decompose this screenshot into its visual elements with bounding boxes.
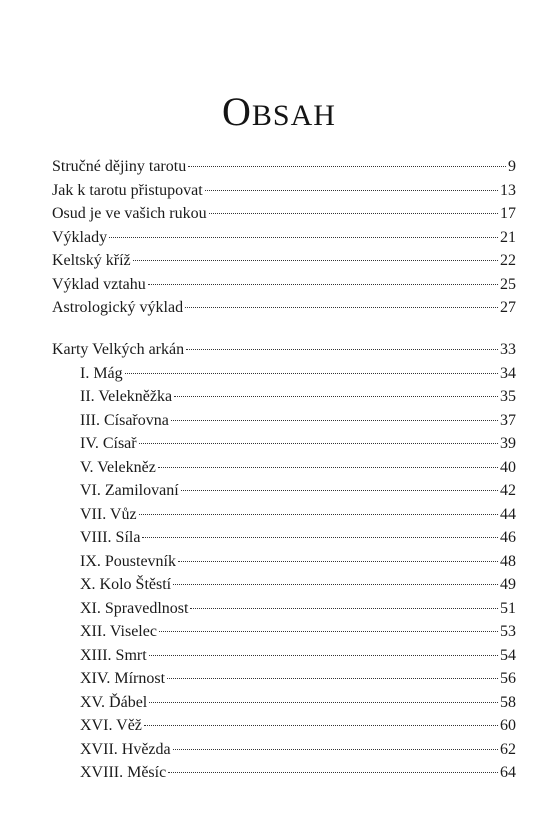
toc-entry-label: II. Velekněžka <box>80 388 173 405</box>
toc-entry-label: XIII. Smrt <box>80 646 147 664</box>
toc-entry <box>52 250 516 272</box>
toc-entry <box>52 227 516 249</box>
toc-entry-page-number: 40 <box>500 458 516 476</box>
toc-entry-label: IX. Poustevník <box>80 552 176 570</box>
toc-entry-label: I. Mág <box>80 364 123 382</box>
toc-entry <box>80 504 516 526</box>
toc-entry-page-number: 46 <box>500 529 516 546</box>
toc-entry <box>80 386 516 408</box>
toc-entry-page-number: 51 <box>500 599 516 617</box>
dot-leader <box>158 467 498 468</box>
dot-leader <box>139 443 498 444</box>
dot-leader <box>171 420 498 421</box>
toc-entry <box>80 551 516 573</box>
toc-entry <box>80 598 516 620</box>
toc-entry-page-number: 53 <box>500 623 516 640</box>
toc-entry-label: XVIII. Měsíc <box>80 764 167 781</box>
toc-entry <box>52 156 516 178</box>
toc-entry-page-number: 39 <box>500 435 516 452</box>
toc-entry-label: Keltský kříž <box>52 252 131 269</box>
toc-entry <box>80 480 516 502</box>
dot-leader <box>186 349 498 350</box>
toc-entry-label: XVI. Věž <box>80 717 142 734</box>
toc-entry <box>80 621 516 643</box>
dot-leader <box>173 749 498 750</box>
dot-leader <box>159 631 498 632</box>
toc-entry-page-number: 37 <box>500 411 516 429</box>
toc-entry-label: XII. Viselec <box>80 623 157 640</box>
toc-entry <box>52 180 516 202</box>
toc-entry-page-number: 60 <box>500 717 516 734</box>
toc-entry-page-number: 62 <box>500 740 516 758</box>
toc-entry-label: XIV. Mírnost <box>80 670 166 687</box>
toc-entry-page-number: 9 <box>508 158 516 175</box>
dot-leader <box>133 260 498 261</box>
dot-leader <box>142 537 498 538</box>
toc-entry-label: Výklady <box>52 228 108 246</box>
toc-entry-label: Jak k tarotu přistupovat <box>52 181 203 199</box>
toc-entry-page-number: 48 <box>500 552 516 570</box>
toc-entry-label: VI. Zamilovaní <box>80 482 179 499</box>
toc-entry-label: IV. Císař <box>80 435 137 452</box>
dot-leader <box>139 514 498 515</box>
toc-entry-page-number: 35 <box>500 388 516 405</box>
toc-entry-label: Osud je ve vašich rukou <box>52 205 207 222</box>
toc-entry-page-number: 49 <box>500 576 516 593</box>
toc-entry-page-number: 13 <box>500 181 516 199</box>
toc-entry-label: Astrologický výklad <box>52 299 184 316</box>
toc-entry-page-number: 34 <box>500 364 516 382</box>
dot-leader <box>181 490 498 491</box>
toc-entry-label: XV. Ďábel <box>80 693 148 711</box>
toc-entry-label: V. Velekněz <box>80 458 156 476</box>
toc-entry <box>80 692 516 714</box>
dot-leader <box>125 373 498 374</box>
toc-entry-label: III. Císařovna <box>80 411 169 429</box>
toc-entry <box>80 668 516 690</box>
toc-entry <box>52 297 516 319</box>
toc-entry-page-number: 64 <box>500 764 516 781</box>
toc-entry <box>80 762 516 784</box>
toc-entry <box>80 645 516 667</box>
toc-entry-label: VIII. Síla <box>80 529 141 546</box>
dot-leader <box>185 307 498 308</box>
toc-entry-label: XI. Spravedlnost <box>80 599 189 617</box>
dot-leader <box>205 190 498 191</box>
toc-entry <box>80 527 516 549</box>
dot-leader <box>188 166 506 167</box>
toc-entry-label: XVII. Hvězda <box>80 740 171 758</box>
toc-entry-page-number: 25 <box>500 275 516 293</box>
dot-leader <box>178 561 498 562</box>
toc-entry <box>52 203 516 225</box>
page-title-rest: BSAH <box>251 99 336 132</box>
dot-leader <box>209 213 498 214</box>
dot-leader <box>144 725 498 726</box>
toc-entry <box>80 410 516 432</box>
dot-leader <box>167 678 498 679</box>
toc-entry <box>52 274 516 296</box>
toc-entry <box>80 363 516 385</box>
toc-entry-label: Stručné dějiny tarotu <box>52 158 187 175</box>
toc-entry-page-number: 21 <box>500 228 516 246</box>
toc-entry-page-number: 33 <box>500 341 516 358</box>
toc-entry-page-number: 44 <box>500 505 516 523</box>
toc-entry-page-number: 27 <box>500 299 516 316</box>
toc-entry <box>80 739 516 761</box>
toc-entry-page-number: 22 <box>500 252 516 269</box>
toc-entry <box>80 715 516 737</box>
toc-entry-label: Výklad vztahu <box>52 275 146 293</box>
dot-leader <box>173 584 498 585</box>
toc-entry <box>52 339 516 361</box>
dot-leader <box>149 655 498 656</box>
toc-entry-label: Karty Velkých arkán <box>52 341 185 358</box>
toc-entry <box>80 457 516 479</box>
toc-entry-page-number: 56 <box>500 670 516 687</box>
toc-entry-label: VII. Vůz <box>80 505 137 523</box>
toc-entry <box>80 433 516 455</box>
page-title-initial: O <box>222 89 252 134</box>
toc-entry <box>80 574 516 596</box>
toc-entry-page-number: 17 <box>500 205 516 222</box>
dot-leader <box>190 608 498 609</box>
toc-entry-page-number: 42 <box>500 482 516 499</box>
dot-leader <box>168 772 498 773</box>
dot-leader <box>149 702 498 703</box>
dot-leader <box>148 284 498 285</box>
dot-leader <box>109 237 498 238</box>
page-title <box>0 88 558 135</box>
toc-entry-page-number: 54 <box>500 646 516 664</box>
toc-entry-label: X. Kolo Štěstí <box>80 576 172 593</box>
toc-entry-page-number: 58 <box>500 693 516 711</box>
dot-leader <box>174 396 498 397</box>
